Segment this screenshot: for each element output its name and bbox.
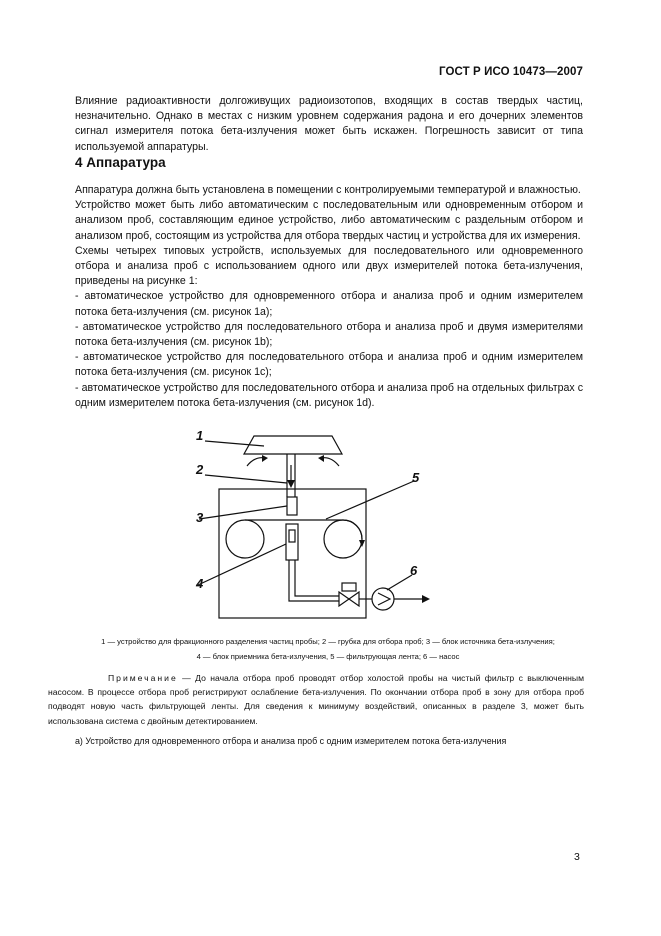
paragraph-2: Устройство может быть либо автоматическим с последовательным или одновременным отбором и анализом проб, составляющим единое устройство, либо автоматическим с раздельным отбором и анализом проб, состоящим из устройства для отбора твердых частиц и устройства для их измерения. — [75, 199, 583, 242]
section-body — [75, 183, 583, 411]
source-block — [287, 497, 297, 515]
note-text: — До начала отбора проб проводят отбор холостой пробы на чистый фильтр с выключенным насосом. В процессе отбора проб регистрируют ослабление бета-излучения. По окончании отбора проб в зону для отбора проб подводят новую часть фильтрующей ленты. Для сведения к минимуму воздействий, описанных в разделе 3, может быть использована система с двойным детектированием. — [48, 673, 584, 726]
paragraph-1: Аппаратура должна быть установлена в помещении с контролируемыми температурой и влажностью. — [75, 184, 581, 196]
air-arrowhead-left — [262, 455, 268, 462]
list-item: - автоматическое устройство для последовательного отбора и анализа проб на отдельных фильтрах с одним измерителем потока бета-излучения (см. рисунок 1d). — [75, 381, 583, 409]
intro-text: Влияние радиоактивности долгоживущих радиоизотопов, входящих в состав твердых частиц, незначительно. Однако в местах с низким уровнем содержания радона и его дочерних элементов сигнал измерителя потока бета-излучения может быть искажен. Погрешность зависит от типа используемой аппаратуры. — [75, 95, 583, 153]
note-label: Примечание — [108, 673, 178, 683]
flow-arrowhead — [287, 480, 295, 488]
document-header: ГОСТ Р ИСО 10473—2007 — [438, 66, 583, 78]
list-item: - автоматическое устройство для последовательного отбора и анализа проб и одним измерителем потока бета-излучения (см. рисунок 1c); — [75, 351, 583, 379]
leader-2 — [205, 475, 287, 483]
figure-caption — [48, 634, 608, 664]
figure-label: 1 — [196, 428, 204, 443]
exhaust-arrowhead — [422, 595, 430, 603]
supply-reel — [226, 520, 264, 558]
section-title: 4 Аппаратура — [75, 155, 166, 170]
figure-label: 5 — [412, 470, 420, 485]
note-block — [48, 671, 584, 728]
page-number: 3 — [574, 851, 580, 863]
paragraph-3: Схемы четырех типовых устройств, используемых для последовательного или одновременного отбора и анализа проб с использованием одного или двух измерителей потока бета-излучения, приведены на рисунке 1: — [75, 244, 583, 288]
air-arrowhead-right — [318, 455, 324, 462]
leader-6 — [387, 575, 412, 590]
figure-label: 2 — [196, 462, 204, 477]
figure-label: 4 — [196, 576, 204, 591]
figure-diagram — [190, 420, 450, 625]
caption-line-2: 4 — блок приемника бета-излучения, 5 — фильтрующая лента; 6 — насос — [196, 652, 460, 662]
caption-line-1: 1 — устройство для фракционного разделения частиц пробы; 2 — грубка для отбора проб; 3 — блок источника бета-излучения; — [101, 637, 555, 646]
figure-label: 6 — [410, 563, 418, 578]
figure-label: 3 — [196, 510, 204, 525]
subfigure-caption: a) Устройство для одновременного отбора и анализа проб с одним измерителем потока бета-излучения — [75, 736, 507, 746]
list-item: - автоматическое устройство для одновременного отбора и анализа проб и одним измерителем потока бета-излучения (см. рисунок 1a); — [75, 290, 583, 318]
list-item: - автоматическое устройство для последовательного отбора и анализа проб и двумя измерителями потока бета-излучения (см. рисунок 1b); — [75, 320, 583, 349]
intro-paragraph — [75, 94, 583, 155]
